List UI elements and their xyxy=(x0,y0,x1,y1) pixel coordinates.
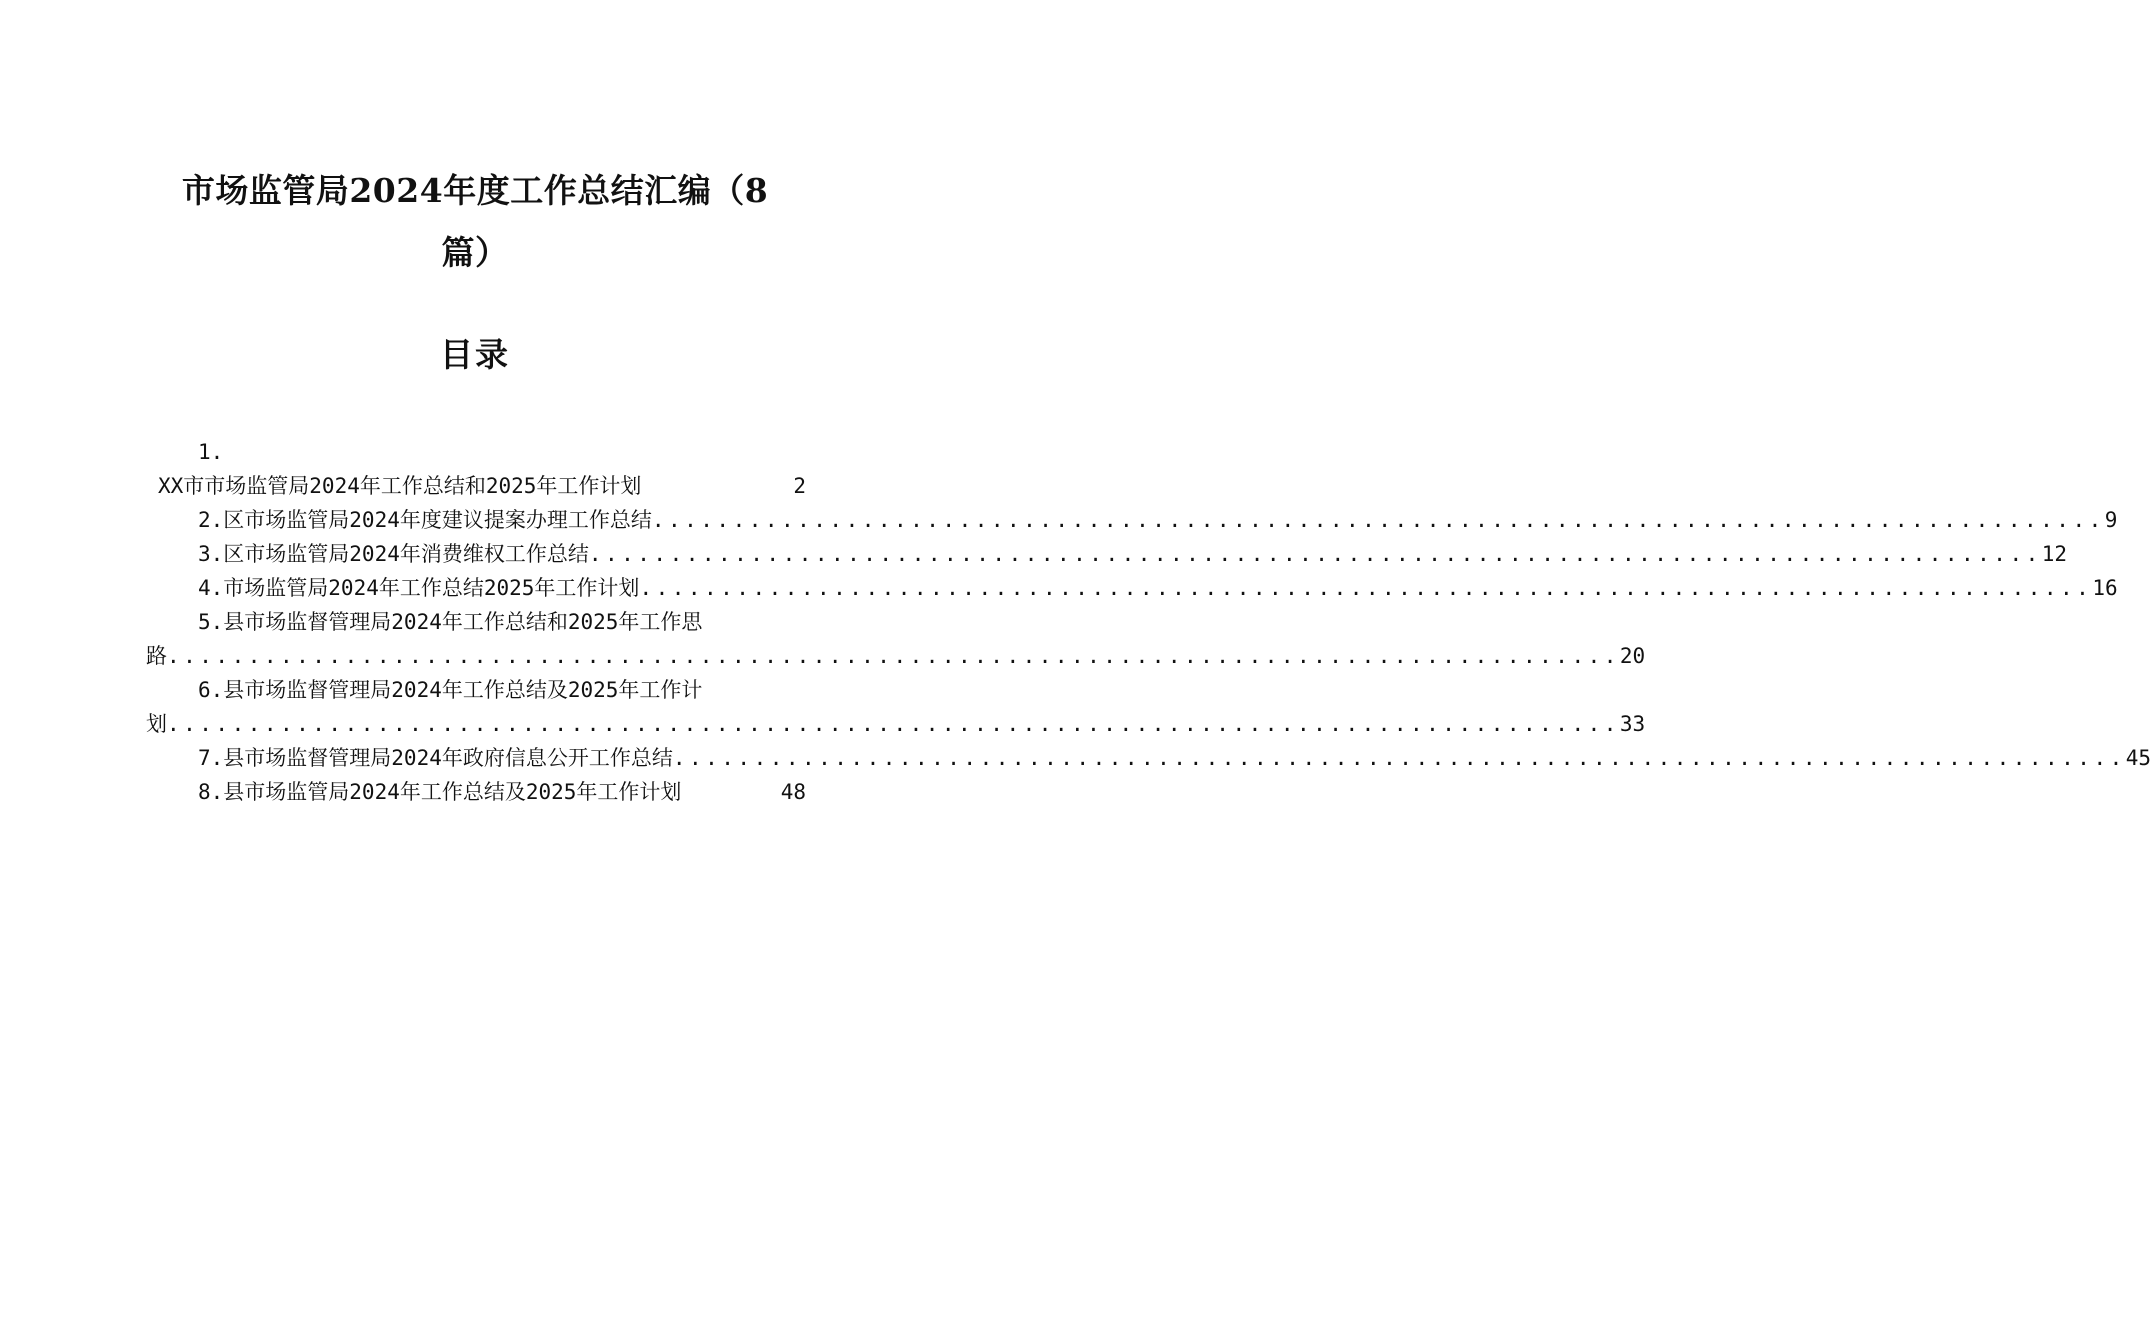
toc-entry-5[interactable] xyxy=(146,605,806,639)
toc-entry-title: XX市市场监管局2024年工作总结和2025年工作计划 xyxy=(158,474,642,498)
toc-entry-title: 7.县市场监督管理局2024年政府信息公开工作总结 xyxy=(198,746,673,770)
toc-entry-title-continuation: 路 xyxy=(146,644,167,668)
toc-entry-title: 5.县市场监督管理局2024年工作总结和2025年工作思 xyxy=(198,610,703,634)
toc-page-number: 2 xyxy=(793,474,806,498)
toc-entry-title-continuation: 划 xyxy=(146,712,167,736)
table-of-contents xyxy=(146,435,2151,809)
toc-leader: .......................................................................................... xyxy=(167,644,1620,668)
toc-page-number: 20 xyxy=(1619,644,1646,668)
toc-entry-1-number[interactable] xyxy=(146,435,806,469)
toc-entry-title: 4.市场监管局2024年工作总结2025年工作计划 xyxy=(198,576,640,600)
toc-entry-7[interactable] xyxy=(146,741,2151,775)
toc-entry-title: 2.区市场监管局2024年度建议提案办理工作总结 xyxy=(198,508,652,532)
toc-entry-6-continuation[interactable] xyxy=(146,707,1646,741)
toc-page-number: 9 xyxy=(2104,508,2118,532)
toc-entry-1[interactable] xyxy=(146,469,806,503)
toc-entry-title: 8.县市场监管局2024年工作总结及2025年工作计划 xyxy=(198,780,682,804)
toc-page-number: 48 xyxy=(780,780,806,804)
toc-entry-5-continuation[interactable] xyxy=(146,639,1646,673)
toc-heading: 目录 xyxy=(440,335,510,374)
toc-entry-number: 1. xyxy=(198,440,224,464)
toc-entry-4[interactable] xyxy=(146,571,2118,605)
toc-entry-title: 6.县市场监督管理局2024年工作总结及2025年工作计 xyxy=(198,678,703,702)
toc-page-number: 16 xyxy=(2092,576,2118,600)
toc-entry-3[interactable] xyxy=(146,537,2068,571)
toc-leader: .......................................................................................... xyxy=(651,508,2105,532)
toc-leader: .......................................................................................... xyxy=(167,712,1620,736)
toc-entry-title: 3.区市场监管局2024年消费维权工作总结 xyxy=(198,542,589,566)
toc-leader: .......................................................................................... xyxy=(588,542,2042,566)
toc-page-number: 12 xyxy=(2041,542,2068,566)
toc-leader: .......................................................................................... xyxy=(672,746,2126,770)
document-title xyxy=(150,160,800,284)
toc-page-number: 33 xyxy=(1619,712,1646,736)
document-title-line-2: 篇） xyxy=(441,233,509,272)
toc-entry-8[interactable] xyxy=(146,775,806,809)
toc-entry-6[interactable] xyxy=(146,673,806,707)
toc-page-number: 45 xyxy=(2125,746,2151,770)
toc-leader: .......................................................................................... xyxy=(639,576,2093,600)
document-title-line-1: 市场监管局2024年度工作总结汇编（8 xyxy=(181,171,769,210)
toc-entry-2[interactable] xyxy=(146,503,2118,537)
